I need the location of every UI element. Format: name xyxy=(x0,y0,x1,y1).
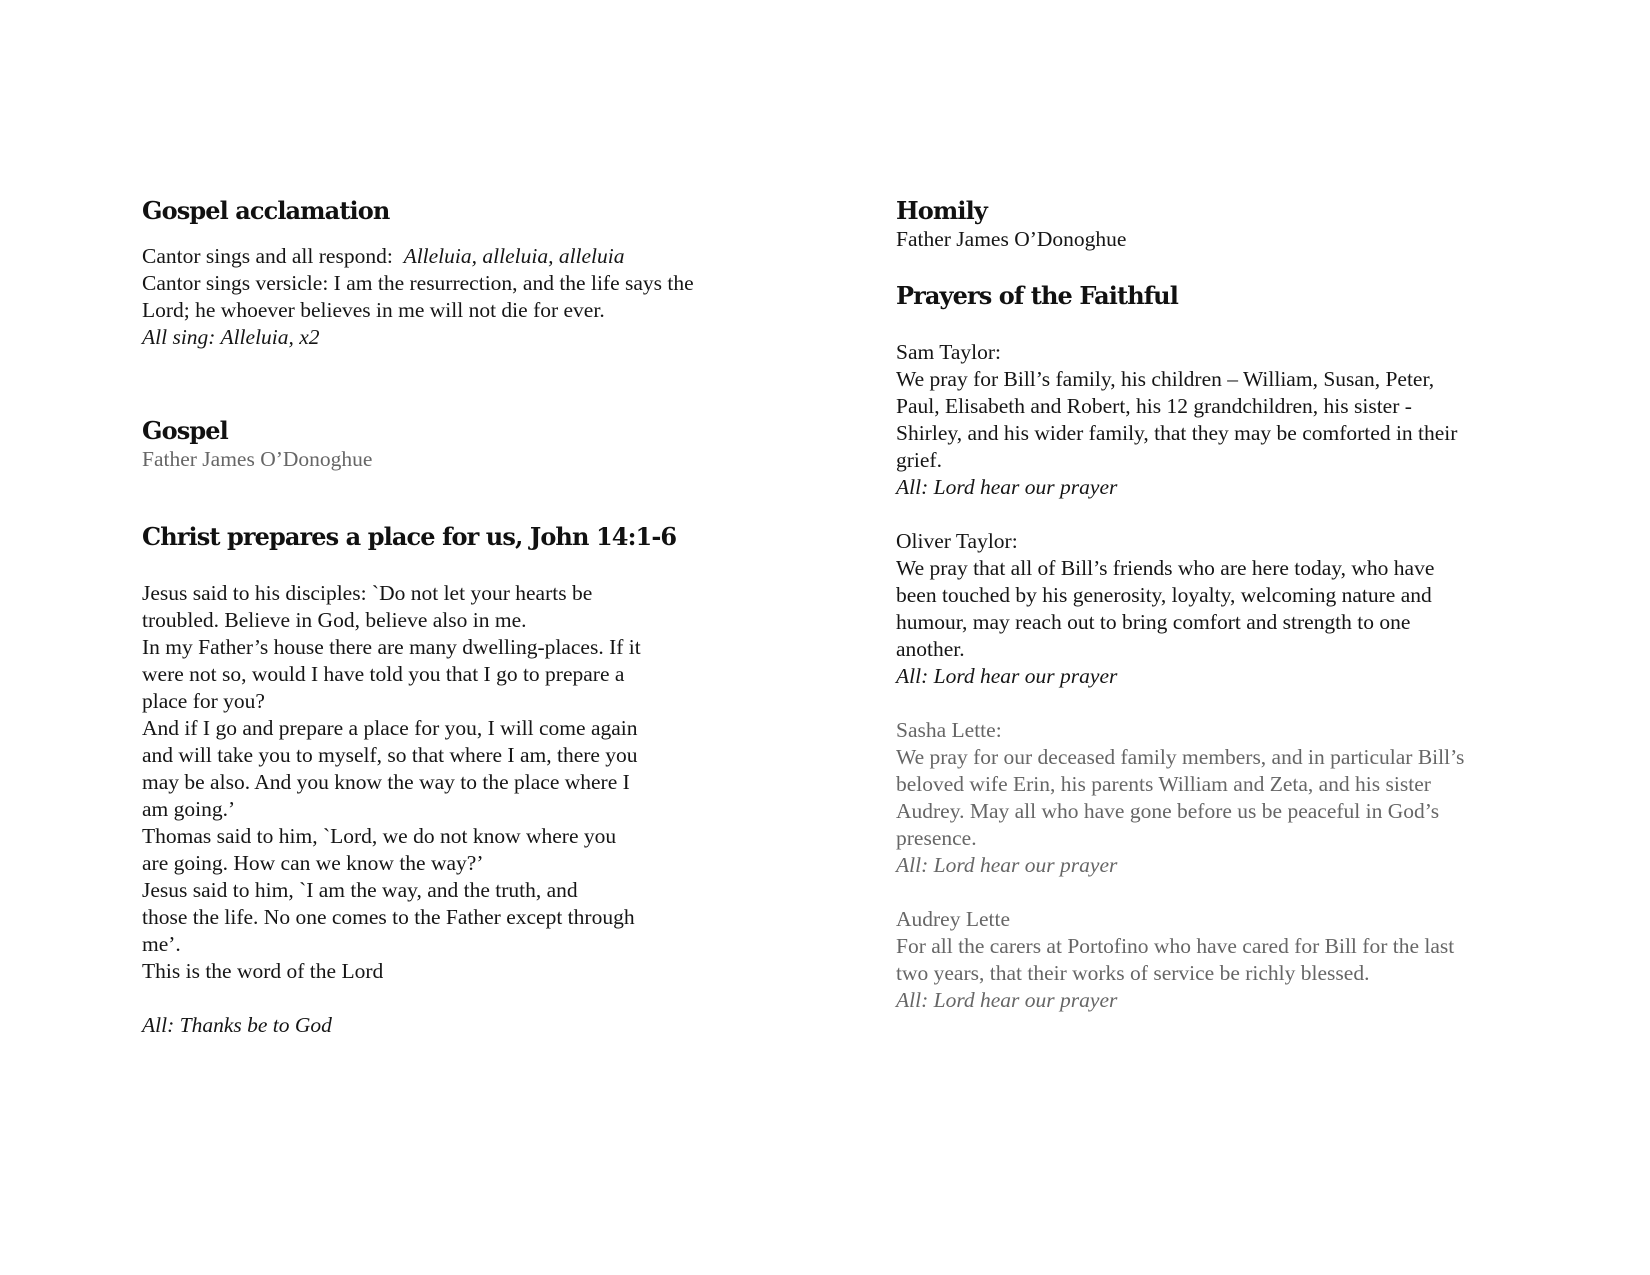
prayer-item xyxy=(896,339,1536,501)
acclamation-line-1 xyxy=(142,243,742,270)
acclamation-response: All sing: Alleluia, x2 xyxy=(142,325,320,349)
prayer-reader: Sasha Lette: xyxy=(896,718,1002,742)
prayer-line: humour, may reach out to bring comfort and strength to one xyxy=(896,610,1411,634)
prayer-item xyxy=(896,717,1536,879)
gospel-section xyxy=(142,416,742,473)
reading-line: And if I go and prepare a place for you, I will come again xyxy=(142,716,638,740)
reading-section xyxy=(142,522,742,552)
prayer-item xyxy=(896,906,1536,1014)
prayer-line: two years, that their works of service be richly blessed. xyxy=(896,961,1370,985)
reading-line: Jesus said to him, `I am the way, and the truth, and xyxy=(142,878,578,902)
homily-speaker: Father James O’Donoghue xyxy=(896,227,1127,251)
reading-line: This is the word of the Lord xyxy=(142,959,384,983)
prayer-item xyxy=(896,528,1536,690)
prayer-reader: Sam Taylor: xyxy=(896,340,1001,364)
reading-line: In my Father’s house there are many dwelling-places. If it xyxy=(142,635,641,659)
prayer-line: We pray for our deceased family members, and in particular Bill’s xyxy=(896,745,1465,769)
homily-section xyxy=(896,196,1536,253)
reading-line: were not so, would I have told you that I go to prepare a xyxy=(142,662,625,686)
prayer-line: Paul, Elisabeth and Robert, his 12 grandchildren, his sister - xyxy=(896,394,1412,418)
homily-heading: Homily xyxy=(896,196,987,225)
reading-line: those the life. No one comes to the Father except through xyxy=(142,905,635,929)
prayer-line: been touched by his generosity, loyalty, welcoming nature and xyxy=(896,583,1432,607)
prayers-section xyxy=(896,281,1536,311)
reading-line: me’. xyxy=(142,932,181,956)
prayer-response: All: Lord hear our prayer xyxy=(896,664,1118,688)
reading-line: may be also. And you know the way to the place where I xyxy=(142,770,630,794)
reading-line: and will take you to myself, so that where I am, there you xyxy=(142,743,638,767)
prayer-line: For all the carers at Portofino who have cared for Bill for the last xyxy=(896,934,1455,958)
prayer-line: Audrey. May all who have gone before us be peaceful in God’s xyxy=(896,799,1440,823)
gospel-acclamation-section xyxy=(142,196,742,226)
prayer-line: grief. xyxy=(896,448,942,472)
acclamation-line-3: Lord; he whoever believes in me will not die for ever. xyxy=(142,298,605,322)
reading-line: am going.’ xyxy=(142,797,236,821)
acclamation-line-1-prefix: Cantor sings and all respond: xyxy=(142,244,404,268)
prayer-line: We pray that all of Bill’s friends who are here today, who have xyxy=(896,556,1435,580)
prayer-line: presence. xyxy=(896,826,977,850)
reading-heading: Christ prepares a place for us, John 14:1-6 xyxy=(142,522,677,551)
prayer-reader: Oliver Taylor: xyxy=(896,529,1018,553)
gospel-reader: Father James O’Donoghue xyxy=(142,447,373,471)
prayer-line: Shirley, and his wider family, that they may be comforted in their xyxy=(896,421,1458,445)
acclamation-alleluia: Alleluia, alleluia, alleluia xyxy=(403,244,625,268)
reading-line: troubled. Believe in God, believe also in me. xyxy=(142,608,527,632)
prayer-response: All: Lord hear our prayer xyxy=(896,475,1118,499)
gospel-heading: Gospel xyxy=(142,416,228,445)
reading-response-block xyxy=(142,1012,742,1039)
prayer-line: beloved wife Erin, his parents William and Zeta, and his sister xyxy=(896,772,1431,796)
gospel-acclamation-text xyxy=(142,243,742,351)
reading-line: Thomas said to him, `Lord, we do not know where you xyxy=(142,824,617,848)
reading-line: Jesus said to his disciples: `Do not let your hearts be xyxy=(142,581,593,605)
reading-line: place for you? xyxy=(142,689,265,713)
prayer-reader: Audrey Lette xyxy=(896,907,1011,931)
reading-response: All: Thanks be to God xyxy=(142,1013,332,1037)
prayers-heading: Prayers of the Faithful xyxy=(896,281,1178,310)
prayer-response: All: Lord hear our prayer xyxy=(896,988,1118,1012)
prayer-line: another. xyxy=(896,637,965,661)
prayer-response: All: Lord hear our prayer xyxy=(896,853,1118,877)
reading-line: are going. How can we know the way?’ xyxy=(142,851,484,875)
acclamation-line-2: Cantor sings versicle: I am the resurrection, and the life says the xyxy=(142,271,694,295)
gospel-acclamation-heading: Gospel acclamation xyxy=(142,196,390,225)
reading-text xyxy=(142,580,742,985)
prayer-line: We pray for Bill’s family, his children – William, Susan, Peter, xyxy=(896,367,1435,391)
